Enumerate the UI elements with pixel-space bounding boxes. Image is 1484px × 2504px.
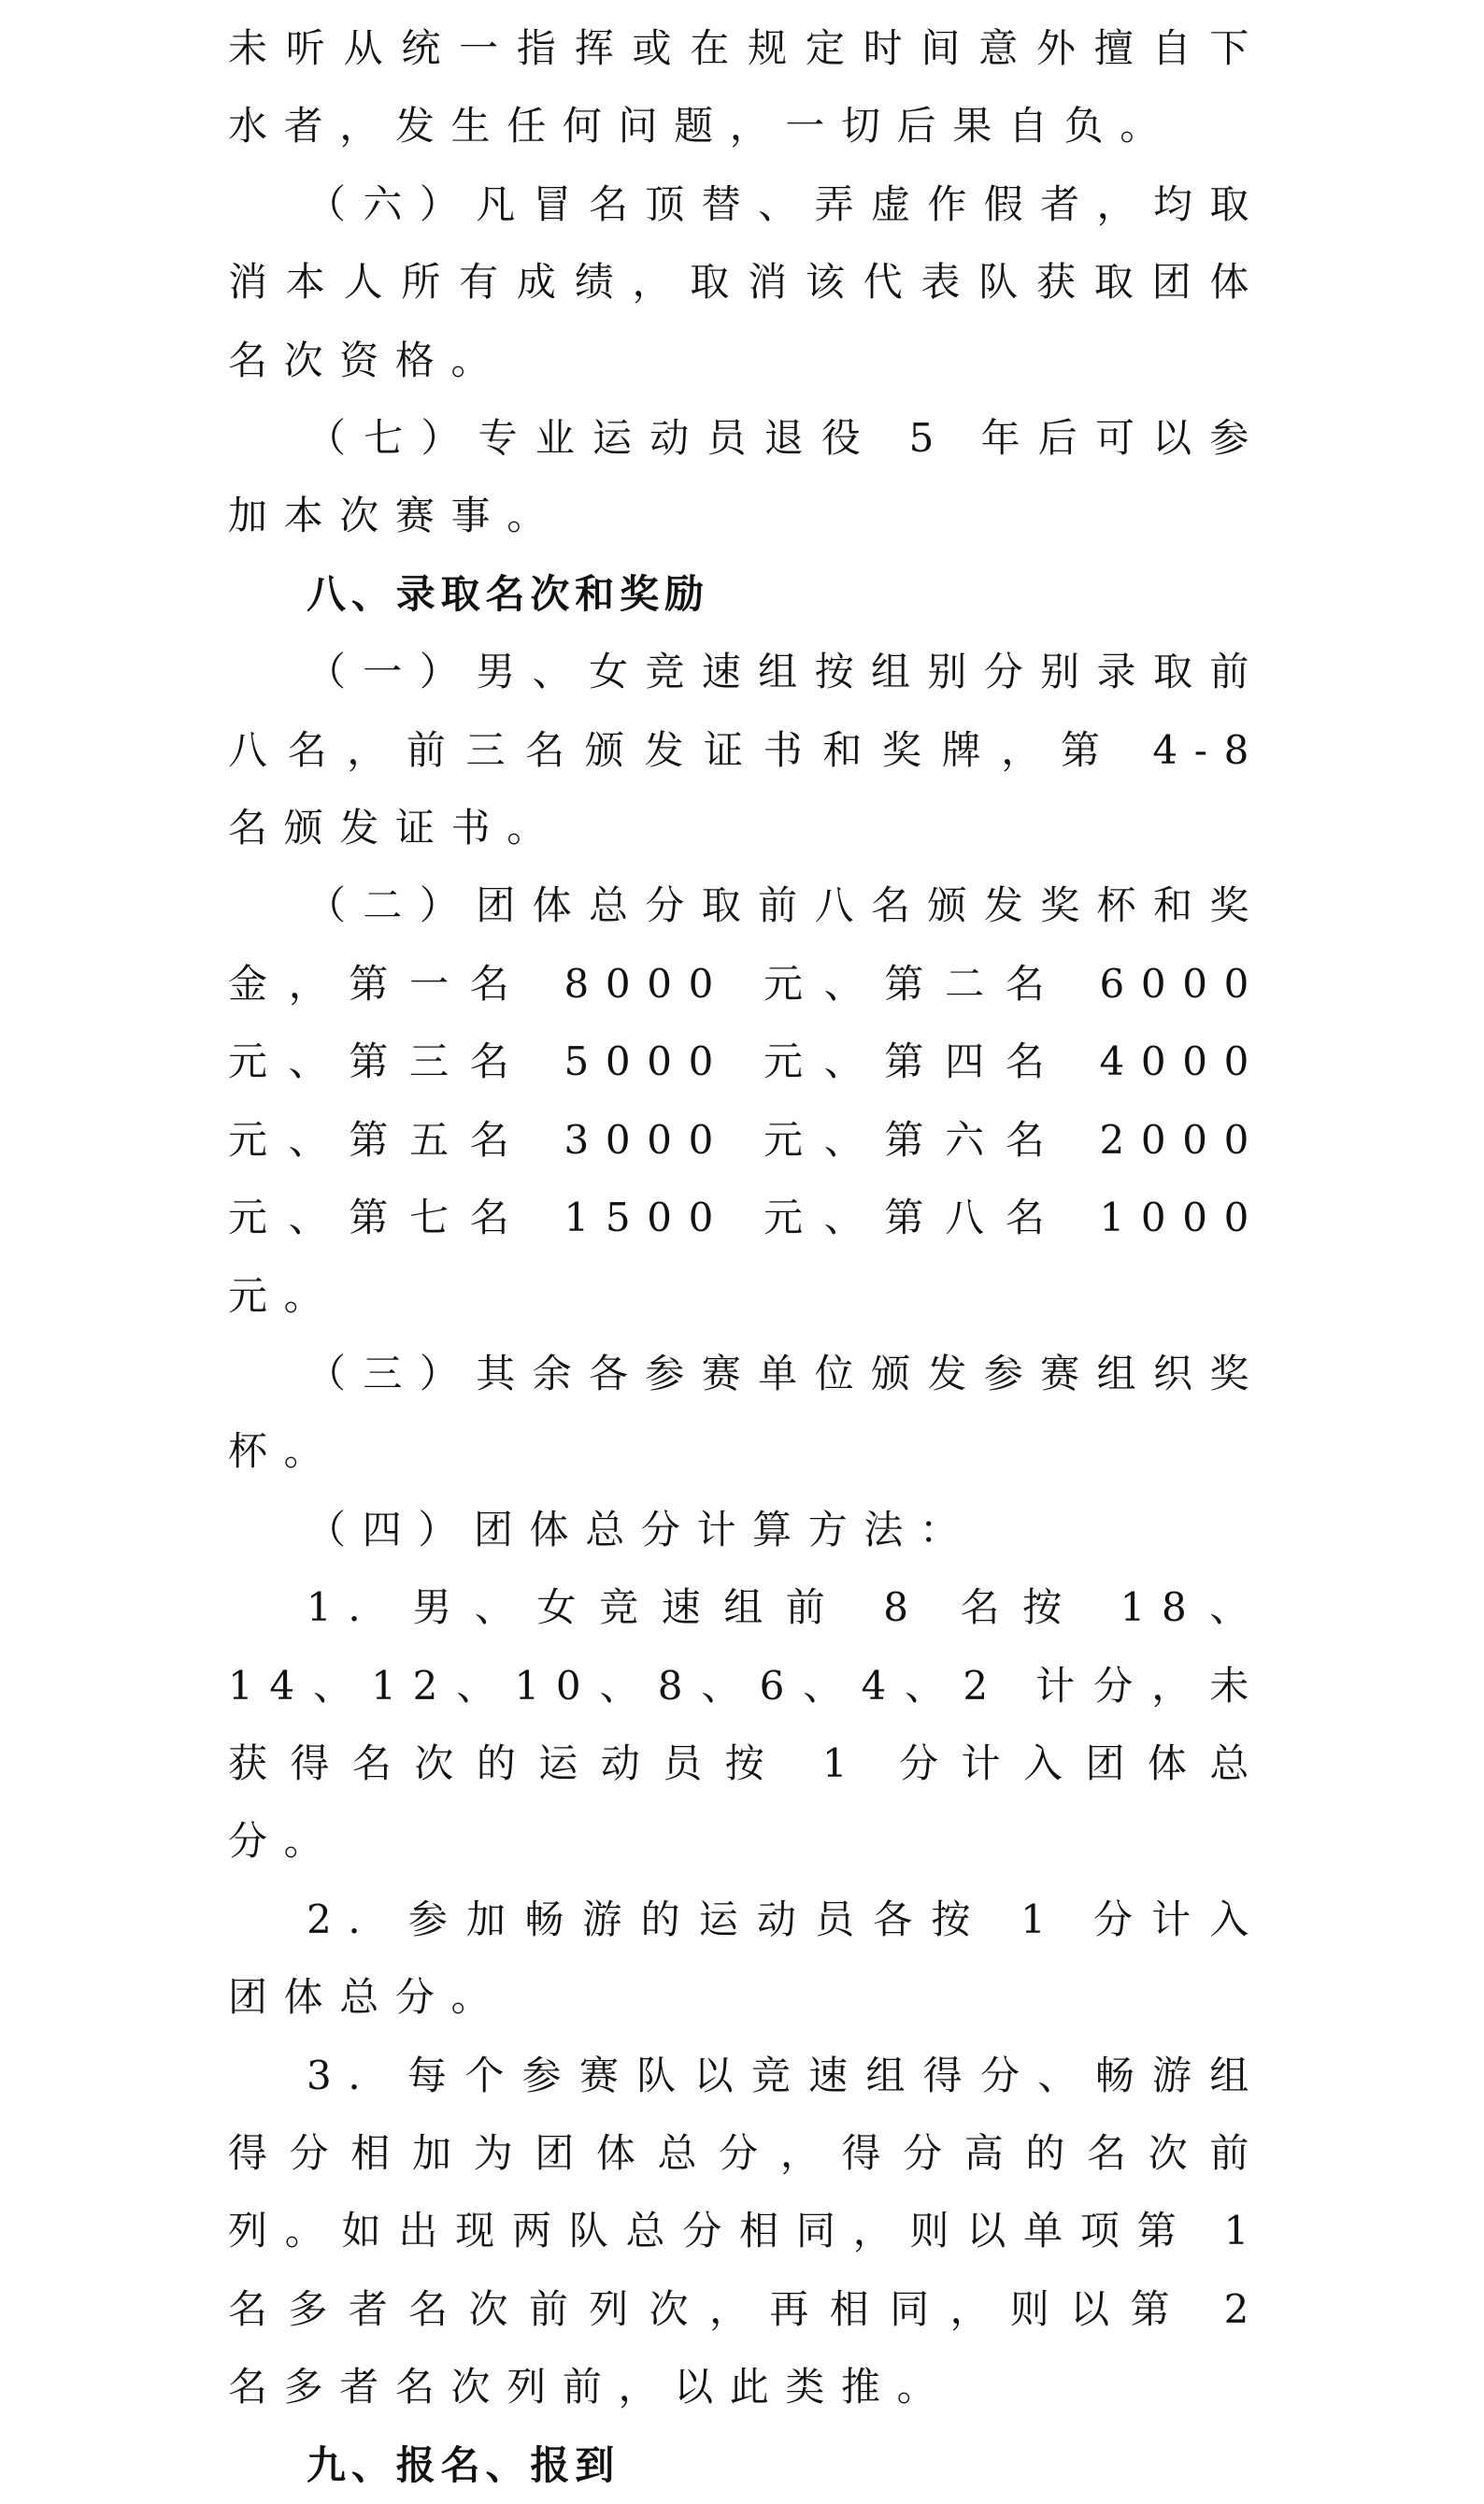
paragraph-scoring-1: 1. 男、女竞速组前 8 名按 18、14、12、10、8、6、4、2 计分，未获得名次的运动员按 1 分计入团体总分。 xyxy=(228,1584,1265,1865)
section-heading-9: 九、报名、报到 xyxy=(307,2441,621,2488)
paragraph-scoring-3: 3. 每个参赛队以竞速组得分、畅游组得分相加为团体总分，得分高的名次前列。如出现两队总分相同，则以单项第 1 名多者名次前列次，再相同，则以第 2 名多者名次列前，以此类推。 xyxy=(228,2052,1265,2411)
paragraph-item-6: （六）凡冒名顶替、弄虚作假者，均取消本人所有成绩，取消该代表队获取团体名次资格。 xyxy=(228,180,1265,383)
paragraph-item-7: （七）专业运动员退役 5 年后可以参加本次赛事。 xyxy=(228,415,1265,539)
paragraph-award-2: （二）团体总分取前八名颁发奖杯和奖金，第一名 8000 元、第二名 6000 元、第三名 5000 元、第四名 4000 元、第五名 3000 元、第六名 2000 元、第七名 1500 元、第八名 1000 元。 xyxy=(228,882,1265,1319)
paragraph-scoring-2: 2. 参加畅游的运动员各按 1 分计入团体总分。 xyxy=(228,1896,1265,2021)
section-heading-8: 八、录取名次和奖励 xyxy=(307,570,709,617)
paragraph-award-4: （四）团体总分计算方法： xyxy=(307,1506,976,1552)
paragraph-continuation: 未听从统一指挥或在规定时间意外擅自下水者，发生任何问题，一切后果自负。 xyxy=(228,25,1265,150)
document-body xyxy=(228,9,1265,2504)
paragraph-award-1: （一）男、女竞速组按组别分别录取前八名，前三名颁发证书和奖牌，第 4-8 名颁发证书。 xyxy=(228,649,1265,851)
paragraph-award-3: （三）其余各参赛单位颁发参赛组织奖杯。 xyxy=(228,1350,1265,1475)
